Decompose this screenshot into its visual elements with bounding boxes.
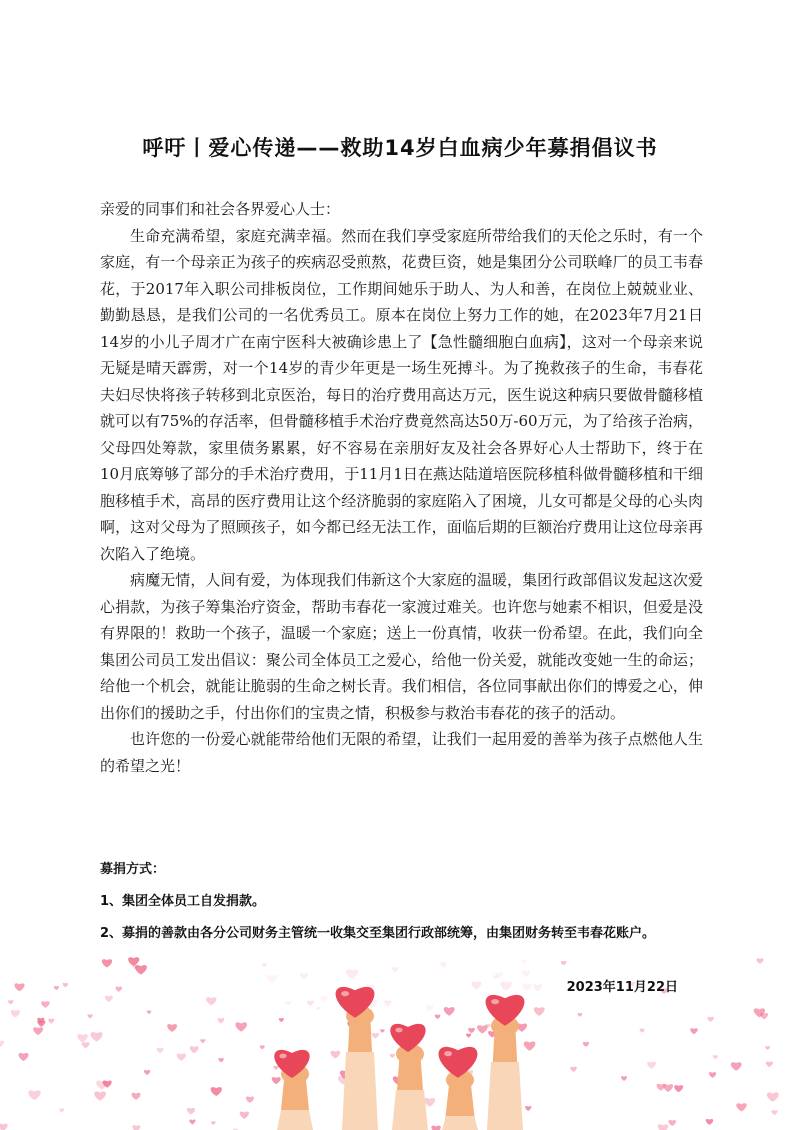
confetti-heart (674, 1085, 683, 1092)
confetti-heart (217, 1018, 224, 1024)
confetti-heart (466, 1034, 471, 1038)
confetti-heart (167, 1024, 177, 1032)
heart-highlight (341, 991, 349, 996)
confetti-heart (372, 1033, 379, 1039)
confetti-heart (477, 1025, 487, 1033)
donation-heading: 募捐方式： (100, 862, 166, 877)
confetti-heart (267, 975, 277, 983)
heart-highlight (279, 1054, 286, 1059)
confetti-heart (640, 1029, 645, 1033)
confetti-heart (765, 1046, 770, 1050)
confetti-heart (105, 996, 113, 1002)
confetti-heart (524, 1041, 536, 1050)
confetti-heart (525, 1106, 531, 1111)
confetti-heart (240, 1112, 249, 1119)
confetti-heart (177, 1053, 186, 1060)
confetti-heart (14, 983, 24, 991)
confetti-heart (200, 1039, 205, 1043)
heart-highlight (491, 999, 499, 1004)
confetti-heart (771, 1110, 777, 1115)
confetti-heart (583, 1042, 589, 1047)
confetti-heart (33, 1027, 43, 1035)
confetti-heart (260, 1045, 265, 1049)
confetti-heart (300, 973, 309, 980)
confetti-heart (307, 1000, 314, 1005)
sleeve (342, 1052, 378, 1130)
confetti-heart (444, 1007, 455, 1016)
confetti-heart (189, 1119, 195, 1124)
confetti-heart (316, 1007, 320, 1011)
confetti-heart (493, 975, 498, 979)
confetti-heart (767, 1092, 779, 1101)
confetti-heart (41, 1001, 49, 1008)
confetti-heart (500, 982, 512, 991)
confetti-heart (18, 1053, 28, 1061)
confetti-heart (273, 1066, 278, 1070)
confetti-heart (82, 1042, 90, 1048)
donation-section (100, 858, 720, 954)
confetti-heart (384, 1000, 392, 1006)
confetti-heart (88, 1014, 93, 1018)
confetti-heart (144, 1070, 150, 1075)
raised-hands-group (274, 987, 524, 1130)
confetti-heart (390, 1054, 395, 1058)
confetti-heart (132, 1125, 140, 1130)
confetti-heart (713, 1055, 718, 1059)
confetti-heart (8, 1000, 13, 1004)
confetti-heart (346, 969, 358, 979)
donation-item-2: 2、募捐的善款由各分公司财务主管统一收集交至集团行政部统筹，由集团财务转至韦春花账户。 (100, 926, 656, 941)
confetti-heart (63, 983, 69, 987)
confetti-heart (668, 1120, 676, 1126)
confetti-heart (440, 962, 447, 968)
sleeve (392, 1090, 428, 1130)
confetti-heart (246, 1097, 254, 1103)
confetti-heart (0, 1041, 4, 1047)
confetti-heart (94, 1092, 106, 1101)
sleeve (277, 1110, 313, 1130)
confetti-heart (48, 1019, 54, 1024)
confetti-heart (206, 997, 216, 1005)
held-heart-icon (486, 995, 525, 1026)
confetti-heart (521, 960, 526, 964)
confetti-heart (11, 1010, 20, 1017)
confetti-heart (647, 1062, 656, 1069)
confetti-heart (272, 1077, 281, 1084)
confetti-heart (533, 984, 542, 991)
sleeve (487, 1062, 523, 1130)
hands-holding-hearts-illustration (0, 950, 800, 1130)
confetti-heart (77, 1034, 87, 1042)
confetti-heart (190, 1046, 199, 1053)
confetti-heart (621, 1076, 627, 1081)
confetti-heart (28, 1090, 40, 1100)
confetti-heart (663, 1084, 673, 1092)
confetti-heart (522, 983, 532, 991)
confetti-heart (707, 1017, 713, 1022)
confetti-heart (91, 1032, 103, 1042)
confetti-heart (128, 957, 139, 966)
confetti-heart (472, 982, 482, 990)
confetti-heart (435, 1015, 441, 1019)
paragraph-3: 也许您的一份爱心就能带给他们无限的希望，让我们一起用爱的善举为孩子点燃他人生的希望之光！ (100, 730, 703, 775)
heart-highlight (444, 1051, 452, 1056)
confetti-heart (534, 1007, 545, 1016)
confetti-heart (59, 1108, 64, 1112)
confetti-heart (211, 1121, 215, 1125)
document-title: 呼吁丨爱心传递——救助14岁白血病少年募捐倡议书 (142, 136, 658, 160)
document-body (100, 196, 703, 779)
confetti-heart (424, 1098, 435, 1107)
confetti-heart (218, 1058, 223, 1062)
confetti-heart (262, 963, 267, 967)
confetti-heart (468, 1028, 475, 1033)
sleeve (442, 1116, 478, 1130)
confetti-heart (431, 1126, 440, 1130)
confetti-heart (147, 1010, 152, 1014)
confetti-heart (331, 1051, 341, 1059)
heart-highlight (395, 1028, 402, 1033)
confetti-heart (766, 1062, 773, 1068)
confetti-heart (285, 1001, 291, 1006)
confetti-heart (658, 1124, 668, 1130)
confetti-heart (54, 986, 59, 990)
confetti-heart (132, 1093, 141, 1100)
confetti-heart (235, 1022, 247, 1031)
confetti-heart (561, 961, 566, 965)
salutation: 亲爱的同事们和社会各界爱心人士： (100, 200, 341, 218)
confetti-heart (279, 1018, 284, 1022)
confetti-heart (115, 987, 122, 992)
confetti-heart (690, 1028, 697, 1034)
confetti-heart (187, 1108, 195, 1115)
confetti-heart (731, 1062, 742, 1071)
confetti-heart (392, 967, 399, 972)
confetti-heart (211, 1087, 222, 1096)
donation-item-1: 1、集团全体员工自发捐款。 (100, 894, 266, 909)
document-date: 2023年11月22日 (566, 980, 678, 995)
confetti-heart (102, 959, 112, 967)
paragraph-2: 病魔无情，人间有爱，为体现我们伟新这个大家庭的温暖，集团行政部倡议发起这次爱心捐款，为孩子筹集治疗资金，帮助韦春花一家渡过难关。也许您与她素不相识，但爱是没有界限的！救助一个孩子，温暖一个家庭；送上一份真情，收获一份希望。在此，我们向全集团公司员工发出倡议：聚公司全体员工之爱心，给他一份关爱，就能改变她一生的命运；给他一个机会，就能让脆弱的生命之树长青。我们相信，各位同事献出你们的博爱之心，伸出你们的援助之手，付出你们的宝贵之情，积极参与救治韦春花的孩子的活动。 (100, 571, 703, 722)
confetti-heart (578, 1013, 583, 1017)
confetti-heart (709, 1072, 716, 1078)
confetti-heart (380, 1029, 384, 1033)
confetti-heart (0, 1124, 8, 1130)
confetti-heart (320, 996, 328, 1002)
confetti-heart (157, 1048, 164, 1054)
confetti-heart (570, 1067, 577, 1072)
confetti-heart (757, 958, 764, 964)
confetti-heart (736, 1103, 746, 1111)
confetti-heart (522, 971, 530, 978)
confetti-heart (426, 1005, 433, 1011)
paragraph-1: 生命充满希望，家庭充满幸福。然而在我们享受家庭所带给我们的天伦之乐时，有一个家庭，有一个母亲正为孩子的疾病忍受煎熬，花费巨资，她是集团分公司联峰厂的员工韦春花，于2017年入职公司排板岗位，工作期间她乐于助人、为人和善，在岗位上兢兢业业、勤勤恳恳，是我们公司的一名优秀员工。原本在岗位上努力工作的她，在2023年7月21日14岁的小儿子周才广在南宁医科大被确诊患上了【急性髓细胞白血病】，这对一个母亲来说无疑是晴天霹雳，对一个14岁的青少年更是一场生死搏斗。为了挽救孩子的生命，韦春花夫妇尽快将孩子转移到北京医治，每日的治疗费用高达万元，医生说这种病只要做骨髓移植就可以有75%的存活率，但骨髓移植手术治疗费竟然高达50万-60万元，为了给孩子治病，父母四处筹款，家里债务累累，好不容易在亲朋好友及社会各界好心人士帮助下，终于在10月底筹够了部分的手术治疗费用，于11月1日在燕达陆道培医院移植科做骨髓移植和干细胞移植手术，高昂的医疗费用让这个经济脆弱的家庭陷入了困境，儿女可都是父母的心头肉啊，这对父母为了照顾孩子，如今都已经无法工作，面临后期的巨额治疗费用让这位母亲再次陷入了绝境。 (100, 226, 703, 563)
confetti-heart (706, 1119, 713, 1125)
